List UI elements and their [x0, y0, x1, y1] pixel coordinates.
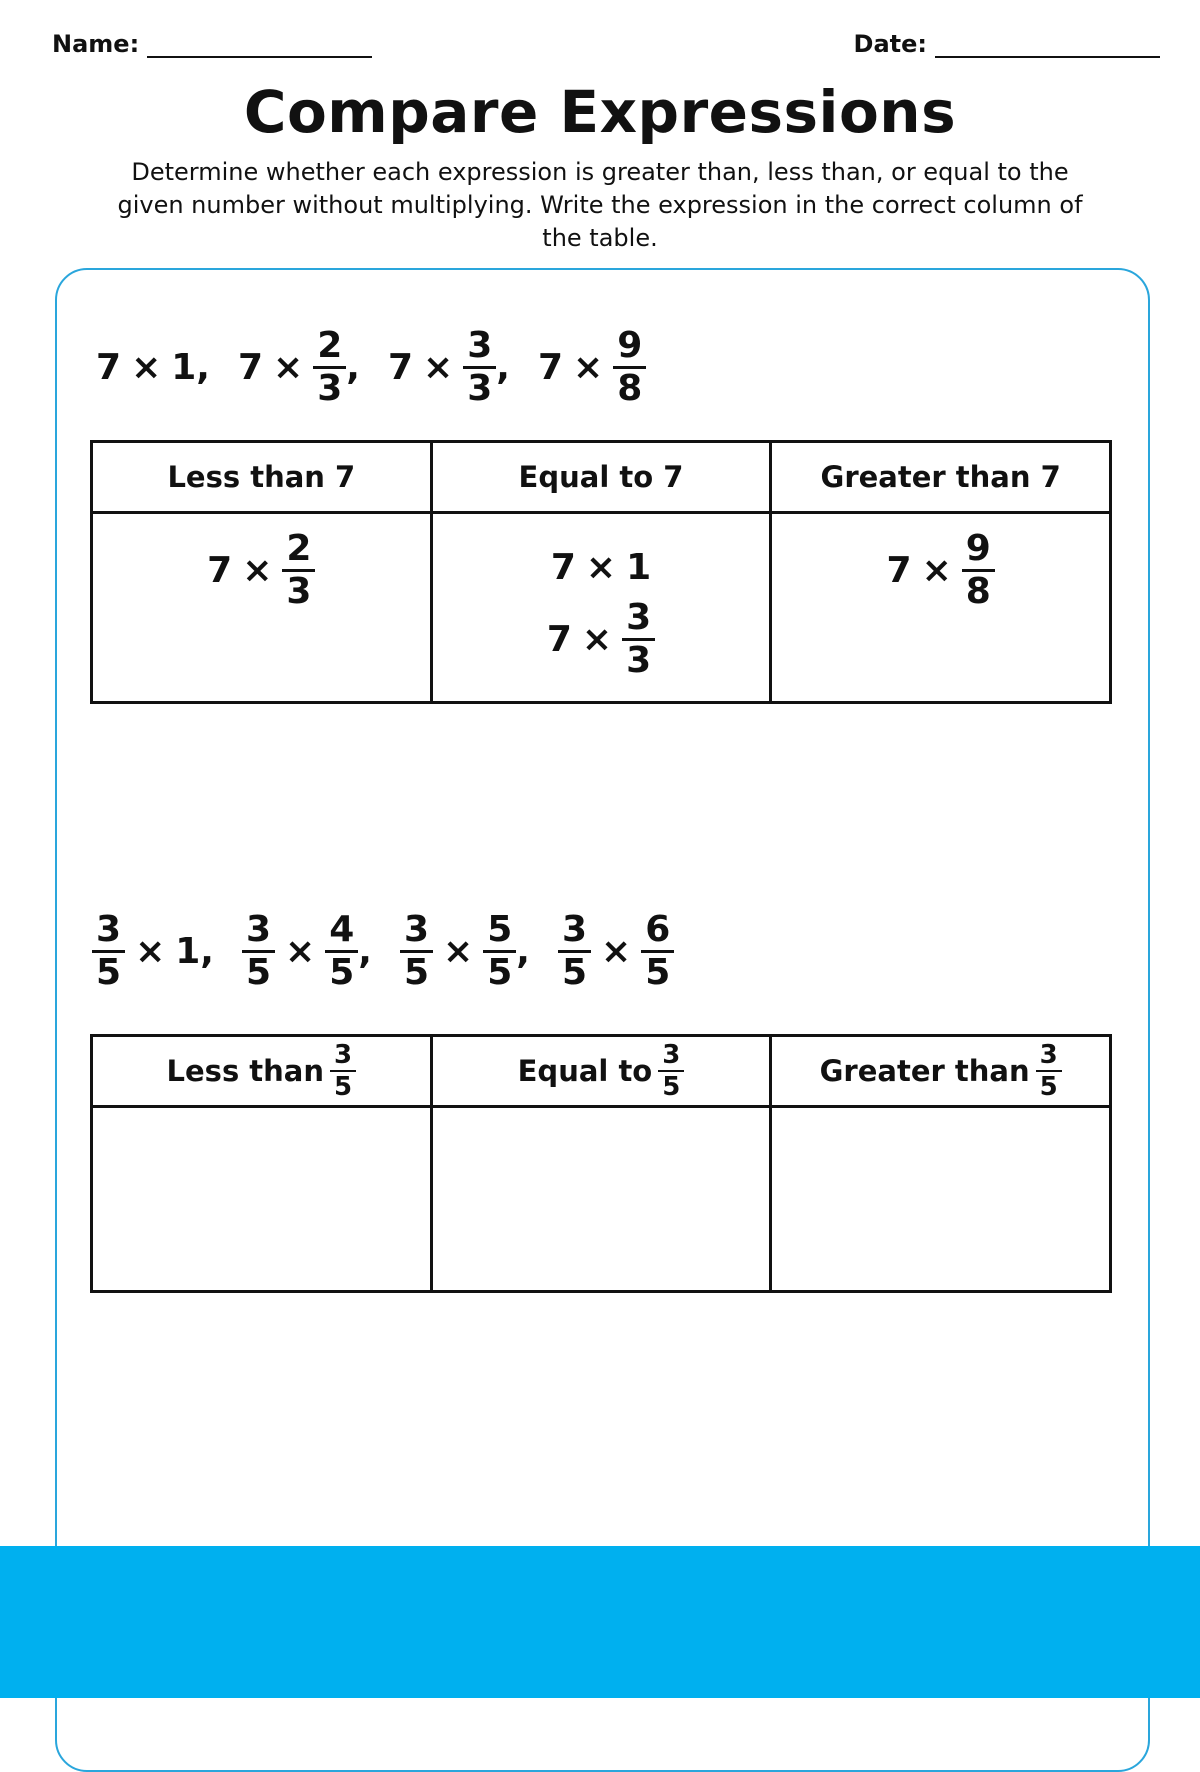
factor: 7: [237, 347, 264, 388]
times-sign: ×: [135, 931, 166, 972]
fraction: [400, 909, 433, 993]
fraction: [641, 909, 674, 993]
numerator: 4: [325, 912, 358, 953]
header-text: Greater than: [819, 1054, 1030, 1088]
table-row: [92, 513, 1111, 703]
comma: ,: [516, 931, 530, 972]
factor: 1: [175, 931, 201, 972]
column-header: [92, 1036, 432, 1107]
answer-expression: [546, 597, 655, 681]
fraction: [483, 909, 516, 993]
factor: 7: [550, 547, 576, 588]
numerator: 3: [400, 912, 433, 953]
expression: [237, 325, 360, 409]
expression: [242, 909, 372, 993]
comma: ,: [196, 347, 210, 388]
header-row: [52, 30, 1160, 70]
answer-stack: [547, 535, 655, 679]
answer-expression: [551, 547, 651, 588]
table-header-row: [92, 442, 1111, 513]
times-sign: ×: [581, 619, 613, 660]
answer-expression: [886, 528, 995, 612]
fraction: [558, 909, 591, 993]
numerator: 5: [483, 912, 516, 953]
fraction: [1036, 1042, 1062, 1100]
comma: ,: [358, 931, 372, 972]
numerator: 3: [463, 328, 496, 369]
page-title: Compare Expressions: [243, 78, 957, 146]
footer-band: [0, 1546, 1200, 1698]
numerator: 6: [641, 912, 674, 953]
numerator: 3: [330, 1042, 356, 1072]
name-label: Name:: [52, 30, 140, 58]
column-header: [771, 1036, 1111, 1107]
column-header: Greater than 7: [771, 442, 1111, 513]
header-text: Equal to: [517, 1054, 653, 1088]
times-sign: ×: [131, 347, 162, 388]
problem1-expressions: [96, 325, 674, 409]
less-cell[interactable]: [92, 513, 432, 703]
fraction: [325, 909, 358, 993]
factor: 7: [537, 347, 564, 388]
problem1-table: [90, 440, 1112, 704]
fraction: [282, 528, 315, 612]
denominator: 5: [403, 952, 430, 993]
numerator: 3: [558, 912, 591, 953]
denominator: 5: [245, 952, 272, 993]
expression: [387, 325, 510, 409]
less-cell[interactable]: [92, 1107, 432, 1292]
factor: 7: [886, 550, 912, 591]
times-sign: ×: [273, 347, 304, 388]
denominator: 8: [617, 368, 643, 409]
factor: 7: [207, 550, 233, 591]
greater-cell[interactable]: [771, 1107, 1111, 1292]
greater-cell[interactable]: [771, 513, 1111, 703]
expression: [96, 347, 210, 388]
times-sign: ×: [242, 550, 273, 591]
times-sign: ×: [285, 931, 316, 972]
expression: [92, 909, 214, 993]
fraction: [313, 325, 346, 409]
denominator: 3: [317, 368, 343, 409]
column-header: Equal to 7: [431, 442, 771, 513]
times-sign: ×: [573, 347, 604, 388]
answer-expression: [207, 528, 315, 612]
name-blank-line[interactable]: [147, 32, 372, 58]
numerator: 9: [962, 531, 995, 572]
fraction: [242, 909, 275, 993]
denominator: 5: [1039, 1072, 1058, 1102]
numerator: 3: [1036, 1042, 1062, 1072]
times-sign: ×: [443, 931, 474, 972]
numerator: 9: [613, 328, 646, 369]
header-text: Less than: [166, 1054, 325, 1088]
fraction: [330, 1042, 356, 1100]
date-field: [854, 30, 1160, 58]
numerator: 3: [622, 600, 655, 641]
date-label: Date:: [853, 30, 927, 58]
table-header-row: [92, 1036, 1111, 1107]
problem2-table: [90, 1034, 1112, 1293]
expression: [537, 325, 646, 409]
fraction: [622, 597, 655, 681]
date-blank-line[interactable]: [935, 32, 1160, 58]
times-sign: ×: [921, 550, 952, 591]
name-field: [52, 30, 372, 58]
comma: ,: [346, 347, 360, 388]
fraction: [658, 1042, 684, 1100]
factor: 1: [171, 347, 197, 388]
times-sign: ×: [585, 547, 617, 588]
factor: 1: [626, 547, 652, 588]
numerator: 2: [282, 531, 315, 572]
denominator: 8: [965, 571, 991, 612]
denominator: 5: [334, 1072, 353, 1102]
denominator: 3: [626, 640, 652, 681]
equal-cell[interactable]: [431, 513, 771, 703]
numerator: 3: [92, 912, 125, 953]
comma: ,: [200, 931, 214, 972]
equal-cell[interactable]: [431, 1107, 771, 1292]
times-sign: ×: [423, 347, 454, 388]
denominator: 5: [96, 952, 122, 993]
denominator: 5: [487, 952, 513, 993]
numerator: 3: [242, 912, 275, 953]
column-header: [431, 1036, 771, 1107]
problem2-expressions: [92, 909, 702, 993]
fraction: [613, 325, 646, 409]
denominator: 5: [329, 952, 355, 993]
expression: [400, 909, 530, 993]
fraction: [463, 325, 496, 409]
column-header: Less than 7: [92, 442, 432, 513]
denominator: 3: [286, 571, 312, 612]
instructions: Determine whether each expression is greater than, less than, or equal to the given number without multiplying. Write the expression in the correct column of the table.: [117, 158, 1083, 252]
factor: 7: [387, 347, 414, 388]
numerator: 2: [313, 328, 346, 369]
table-row: [92, 1107, 1111, 1292]
denominator: 5: [662, 1072, 681, 1102]
numerator: 3: [658, 1042, 684, 1072]
expression: [558, 909, 674, 993]
factor: 7: [96, 347, 122, 388]
fraction: [92, 909, 125, 993]
factor: 7: [546, 619, 572, 660]
fraction: [962, 528, 995, 612]
times-sign: ×: [601, 931, 632, 972]
denominator: 5: [561, 952, 588, 993]
comma: ,: [496, 347, 510, 388]
denominator: 5: [645, 952, 671, 993]
denominator: 3: [467, 368, 493, 409]
